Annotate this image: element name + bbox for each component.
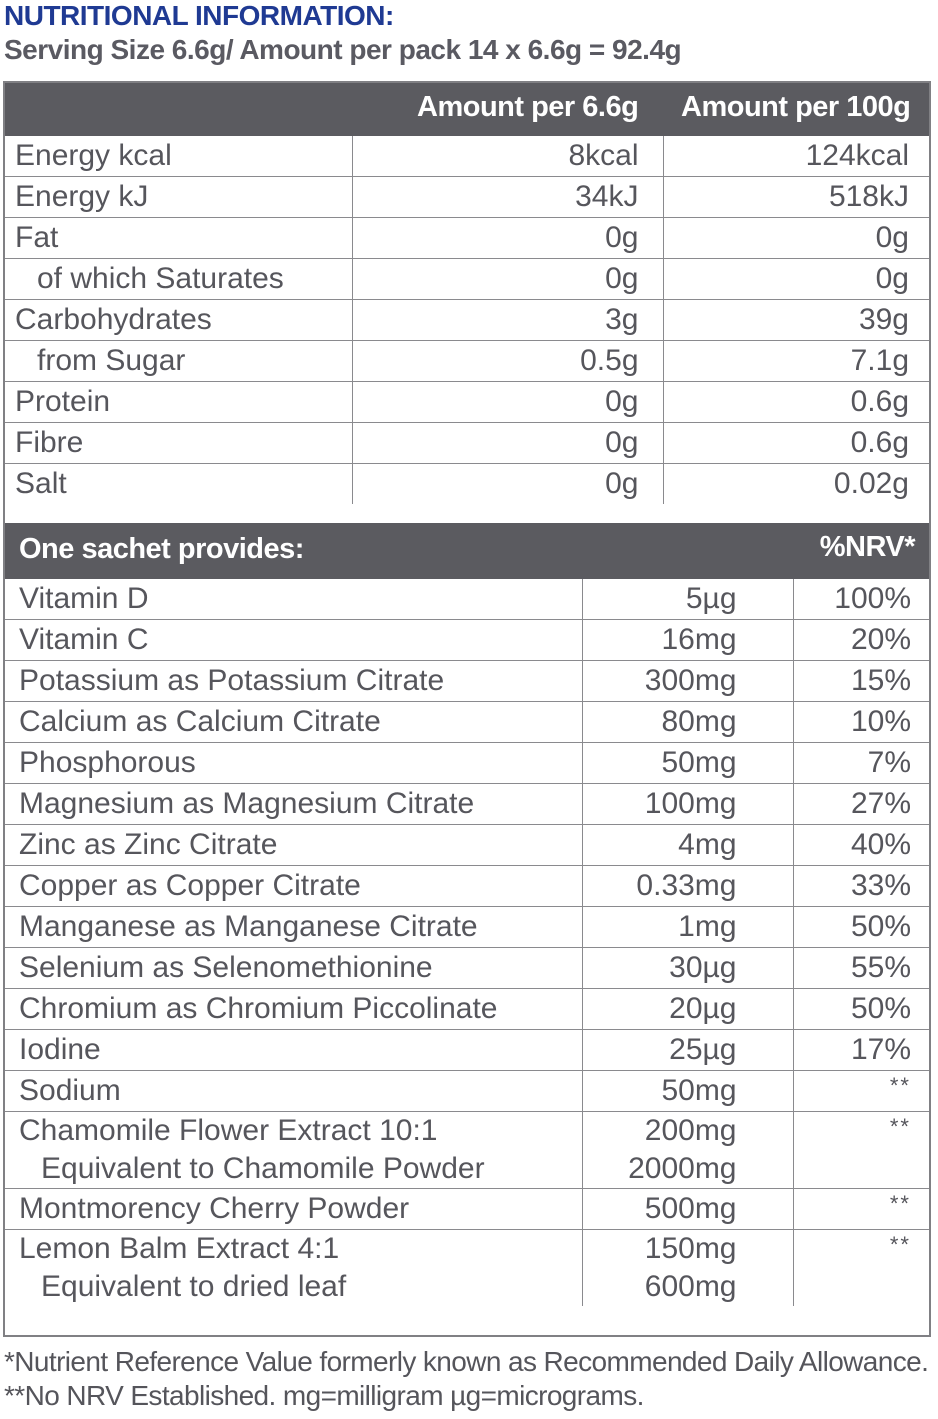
table-row: [5, 743, 929, 784]
cherry-label: Montmorency Cherry Powder: [5, 1189, 582, 1230]
table-row: [5, 948, 929, 989]
table-row: [5, 825, 929, 866]
table-row: [5, 1189, 929, 1230]
ingredient-label: Magnesium as Magnesium Citrate: [5, 784, 582, 825]
cherry-nrv: **: [889, 1191, 911, 1216]
table-row: [5, 136, 929, 177]
lemon-balm-sub-amount: 600mg: [644, 1270, 737, 1303]
table-row: [5, 1030, 929, 1071]
nutrient-per-100g: 0.6g: [663, 382, 929, 423]
table-row: [5, 382, 929, 423]
sachet-title: One sachet provides:: [19, 533, 304, 565]
ingredient-nrv: 17%: [793, 1030, 929, 1071]
table-row: [5, 341, 929, 382]
ingredient-nrv: 50%: [793, 989, 929, 1030]
table-row: [5, 464, 929, 505]
ingredient-nrv: 40%: [793, 825, 929, 866]
table-row: [5, 423, 929, 464]
nutrient-per-serving: 0g: [352, 259, 663, 300]
table-row: [5, 702, 929, 743]
ingredient-label: Manganese as Manganese Citrate: [5, 907, 582, 948]
ingredient-nrv: 55%: [793, 948, 929, 989]
serving-size: Serving Size 6.6g/ Amount per pack 14 x 6.6g = 92.4g: [4, 34, 682, 65]
nutrient-per-100g: 0.6g: [663, 423, 929, 464]
table-row: [5, 1230, 929, 1307]
table-row: [5, 218, 929, 259]
nutrient-per-100g: 0g: [663, 259, 929, 300]
lemon-balm-nrv: **: [889, 1232, 911, 1257]
sachet-table: [5, 579, 929, 1306]
ingredient-nrv: **: [889, 1073, 911, 1098]
nutrient-per-100g: 124kcal: [663, 136, 929, 177]
ingredient-label: Copper as Copper Citrate: [5, 866, 582, 907]
chamomile-nrv: **: [889, 1114, 911, 1139]
nutrient-per-serving: 0g: [352, 382, 663, 423]
ingredient-amount: 0.33mg: [582, 866, 793, 907]
ingredient-nrv: 27%: [793, 784, 929, 825]
nutrient-label: Carbohydrates: [5, 300, 352, 341]
ingredient-amount: 25µg: [582, 1030, 793, 1071]
lemon-balm-label: Lemon Balm Extract 4:1: [19, 1232, 340, 1265]
table-row: [5, 661, 929, 702]
footnote-no-nrv: **No NRV Established. mg=milligram µg=micrograms.: [4, 1380, 644, 1411]
nutrient-per-serving: 0g: [352, 464, 663, 505]
ingredient-label: Potassium as Potassium Citrate: [5, 661, 582, 702]
nutrient-per-serving: 0.5g: [352, 341, 663, 382]
nutrient-per-serving: 3g: [352, 300, 663, 341]
nutrient-label: Energy kJ: [5, 177, 352, 218]
chamomile-amount: 200mg: [644, 1114, 737, 1147]
ingredient-label: Zinc as Zinc Citrate: [5, 825, 582, 866]
col-header-per-100g: Amount per 100g: [681, 91, 911, 123]
ingredient-label: Vitamin C: [5, 620, 582, 661]
ingredient-amount: 100mg: [582, 784, 793, 825]
ingredient-nrv: 20%: [793, 620, 929, 661]
ingredient-amount: 30µg: [582, 948, 793, 989]
ingredient-amount: 300mg: [582, 661, 793, 702]
nutrient-label: Protein: [5, 382, 352, 423]
ingredient-amount: 4mg: [582, 825, 793, 866]
ingredient-amount: 16mg: [582, 620, 793, 661]
nutrient-per-100g: 39g: [663, 300, 929, 341]
ingredient-amount: 1mg: [582, 907, 793, 948]
ingredient-label: Calcium as Calcium Citrate: [5, 702, 582, 743]
nutrient-label: Fat: [5, 218, 352, 259]
nutrient-per-serving: 0g: [352, 423, 663, 464]
nutrient-label: Energy kcal: [5, 136, 352, 177]
nutrient-label: from Sugar: [5, 341, 352, 382]
cherry-amount: 500mg: [582, 1189, 793, 1230]
lemon-balm-sub-label: Equivalent to dried leaf: [41, 1270, 347, 1303]
nutrient-per-100g: 0.02g: [663, 464, 929, 505]
ingredient-nrv: 7%: [793, 743, 929, 784]
table-row: [5, 1112, 929, 1189]
col-header-per-serving: Amount per 6.6g: [417, 91, 639, 123]
chamomile-sub-label: Equivalent to Chamomile Powder: [41, 1152, 485, 1185]
table-row: [5, 177, 929, 218]
nutrition-table: [5, 136, 929, 504]
table-row: [5, 989, 929, 1030]
ingredient-label: Vitamin D: [5, 579, 582, 620]
nutrient-per-100g: 518kJ: [663, 177, 929, 218]
ingredient-label: Chromium as Chromium Piccolinate: [5, 989, 582, 1030]
table-row: [5, 907, 929, 948]
table-row: [5, 1071, 929, 1112]
ingredient-amount: 5µg: [582, 579, 793, 620]
ingredient-amount: 50mg: [582, 1071, 793, 1112]
table-row: [5, 259, 929, 300]
nutrient-label: of which Saturates: [5, 259, 352, 300]
ingredient-label: Selenium as Selenomethionine: [5, 948, 582, 989]
ingredient-label: Phosphorous: [5, 743, 582, 784]
ingredient-label: Iodine: [5, 1030, 582, 1071]
ingredient-nrv: 50%: [793, 907, 929, 948]
nutrient-label: Salt: [5, 464, 352, 505]
footnote-nrv: *Nutrient Reference Value formerly known as Recommended Daily Allowance.: [4, 1346, 929, 1377]
ingredient-amount: 50mg: [582, 743, 793, 784]
ingredient-nrv: 100%: [793, 579, 929, 620]
table-row: [5, 620, 929, 661]
sachet-header: [5, 523, 929, 579]
nutrient-per-serving: 34kJ: [352, 177, 663, 218]
ingredient-nrv: 15%: [793, 661, 929, 702]
nutrient-label: Fibre: [5, 423, 352, 464]
ingredient-nrv: 10%: [793, 702, 929, 743]
ingredient-amount: 80mg: [582, 702, 793, 743]
nrv-header: %NRV*: [819, 531, 915, 563]
chamomile-sub-amount: 2000mg: [628, 1152, 737, 1185]
chamomile-label: Chamomile Flower Extract 10:1: [19, 1114, 438, 1147]
table-row: [5, 300, 929, 341]
lemon-balm-amount: 150mg: [644, 1232, 737, 1265]
table-row: [5, 579, 929, 620]
table-row: [5, 866, 929, 907]
nutrient-per-100g: 7.1g: [663, 341, 929, 382]
ingredient-amount: 20µg: [582, 989, 793, 1030]
nutrition-header: [5, 83, 929, 136]
ingredient-label: Sodium: [5, 1071, 582, 1112]
table-row: [5, 784, 929, 825]
nutrient-per-100g: 0g: [663, 218, 929, 259]
nutrient-per-serving: 0g: [352, 218, 663, 259]
ingredient-nrv: 33%: [793, 866, 929, 907]
page-title: NUTRITIONAL INFORMATION:: [4, 0, 394, 31]
nutrient-per-serving: 8kcal: [352, 136, 663, 177]
